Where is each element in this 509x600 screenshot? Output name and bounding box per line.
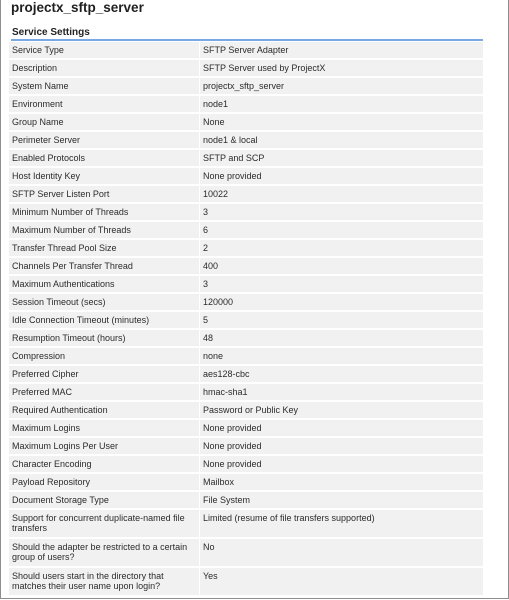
setting-label: Payload Repository: [12, 477, 91, 487]
settings-row: [9, 95, 483, 113]
setting-label: Group Name: [12, 117, 64, 127]
setting-label: Channels Per Transfer Thread: [12, 261, 133, 271]
setting-value: 2: [199, 240, 483, 256]
setting-label: Service Type: [12, 45, 64, 55]
setting-value: None provided: [199, 456, 483, 472]
setting-label: Description: [12, 63, 58, 73]
setting-label: Maximum Logins: [12, 423, 81, 433]
setting-label: Required Authentication: [12, 405, 108, 415]
setting-value: None: [199, 114, 483, 130]
settings-row: [9, 365, 483, 383]
setting-label: Character Encoding: [12, 459, 92, 469]
setting-label: Preferred Cipher: [12, 369, 79, 379]
setting-value: none: [199, 348, 483, 364]
setting-value: SFTP Server Adapter: [199, 42, 483, 58]
settings-row: [9, 383, 483, 401]
setting-value: node1: [199, 96, 483, 112]
setting-label: Compression: [12, 351, 66, 361]
setting-value: No: [199, 539, 483, 566]
setting-value: None provided: [199, 168, 483, 184]
setting-value: 3: [199, 276, 483, 292]
settings-row: [9, 401, 483, 419]
setting-label: Support for concurrent duplicate-named file transfers: [12, 513, 185, 533]
setting-label: Should users start in the directory that matches their user name upon login?: [12, 571, 164, 591]
setting-label: Transfer Thread Pool Size: [12, 243, 117, 253]
settings-row: [9, 167, 483, 185]
setting-label: Perimeter Server: [12, 135, 81, 145]
setting-value: 48: [199, 330, 483, 346]
setting-label: Preferred MAC: [12, 387, 73, 397]
page-title: projectx_sftp_server: [11, 0, 144, 15]
setting-label: Should the adapter be restricted to a certain group of users?: [12, 542, 188, 562]
setting-value: File System: [199, 492, 483, 508]
settings-row: [9, 567, 483, 596]
setting-label: Enabled Protocols: [12, 153, 86, 163]
settings-row: [9, 538, 483, 567]
settings-row: [9, 257, 483, 275]
setting-value: SFTP Server used by ProjectX: [199, 60, 483, 76]
settings-row: [9, 131, 483, 149]
setting-label: Session Timeout (secs): [12, 297, 106, 307]
setting-label: Host Identity Key: [12, 171, 81, 181]
setting-value: projectx_sftp_server: [199, 78, 483, 94]
setting-label: System Name: [12, 81, 69, 91]
settings-row: [9, 185, 483, 203]
settings-row: [9, 293, 483, 311]
setting-value: None provided: [199, 438, 483, 454]
setting-label: Environment: [12, 99, 63, 109]
setting-value: Yes: [199, 568, 483, 595]
settings-row: [9, 437, 483, 455]
settings-row: [9, 59, 483, 77]
setting-value: None provided: [199, 420, 483, 436]
settings-row: [9, 329, 483, 347]
setting-value: 120000: [199, 294, 483, 310]
setting-value: Mailbox: [199, 474, 483, 490]
settings-row: [9, 41, 483, 59]
settings-row: [9, 311, 483, 329]
settings-row: [9, 455, 483, 473]
settings-row: [9, 113, 483, 131]
settings-table: [9, 41, 483, 596]
setting-value: aes128-cbc: [199, 366, 483, 382]
setting-value: node1 & local: [199, 132, 483, 148]
settings-row: [9, 221, 483, 239]
setting-label: Resumption Timeout (hours): [12, 333, 126, 343]
settings-row: [9, 347, 483, 365]
setting-value: 10022: [199, 186, 483, 202]
setting-label: SFTP Server Listen Port: [12, 189, 110, 199]
section-title: Service Settings: [12, 27, 90, 38]
setting-value: hmac-sha1: [199, 384, 483, 400]
setting-label: Minimum Number of Threads: [12, 207, 129, 217]
setting-value: 6: [199, 222, 483, 238]
setting-value: 3: [199, 204, 483, 220]
setting-value: Limited (resume of file transfers supported): [199, 510, 483, 537]
settings-row: [9, 77, 483, 95]
settings-row: [9, 275, 483, 293]
setting-label: Maximum Number of Threads: [12, 225, 131, 235]
setting-label: Idle Connection Timeout (minutes): [12, 315, 150, 325]
settings-row: [9, 419, 483, 437]
setting-label: Maximum Authentications: [12, 279, 115, 289]
settings-row: [9, 203, 483, 221]
setting-value: 400: [199, 258, 483, 274]
setting-value: Password or Public Key: [199, 402, 483, 418]
setting-label: Document Storage Type: [12, 495, 109, 505]
setting-value: SFTP and SCP: [199, 150, 483, 166]
setting-label: Maximum Logins Per User: [12, 441, 119, 451]
settings-row: [9, 239, 483, 257]
setting-value: 5: [199, 312, 483, 328]
settings-row: [9, 149, 483, 167]
settings-row: [9, 491, 483, 509]
settings-row: [9, 509, 483, 538]
settings-row: [9, 473, 483, 491]
